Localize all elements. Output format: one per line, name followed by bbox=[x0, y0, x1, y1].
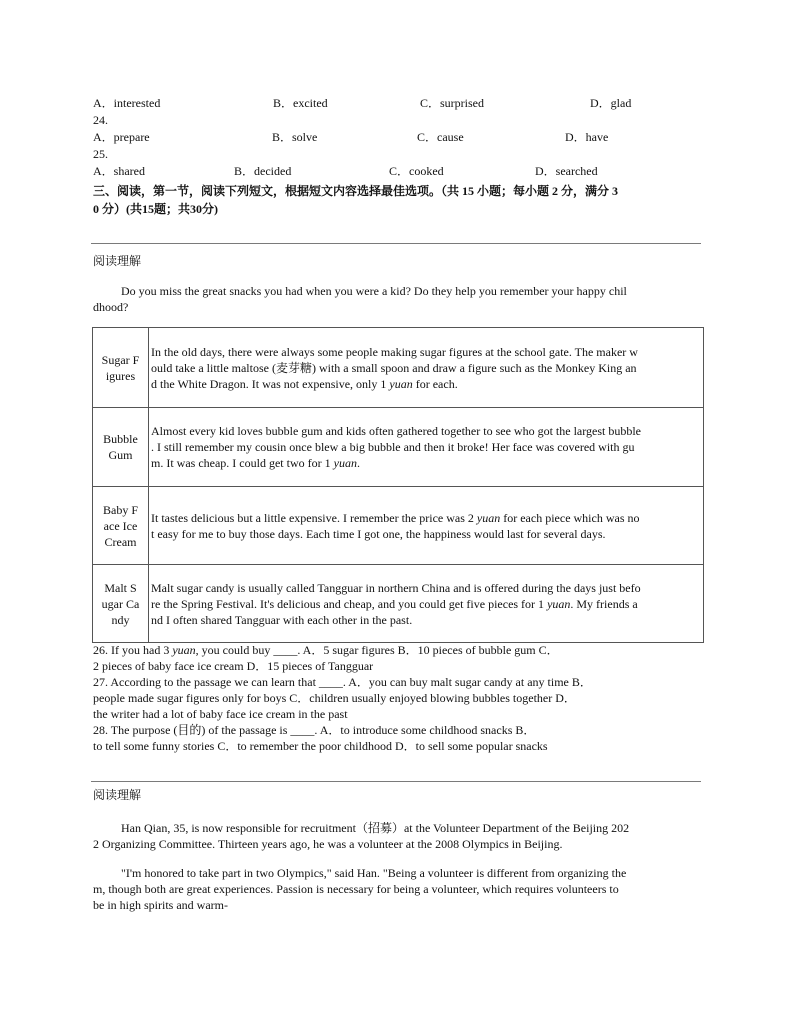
passage2-p2-line2: m, though both are great experiences. Passion is necessary for being a volunteer, which requires volunteers to bbox=[93, 882, 619, 896]
question-26-line2: 2 pieces of baby face ice cream D．15 pieces of Tangguar bbox=[93, 659, 374, 673]
snack-name-line: Malt S bbox=[104, 580, 137, 595]
question-28-line1: 28. The purpose (目的) of the passage is ____. A．to introduce some childhood snacks B． bbox=[93, 723, 536, 737]
passage1-intro-line1: Do you miss the great snacks you had when you were a kid? Do they help you remember your happy chil bbox=[121, 284, 627, 298]
passage2-label: 阅读理解 bbox=[93, 788, 142, 802]
snack-desc-line: d the White Dragon. It was not expensive, only 1 yuan for each. bbox=[151, 376, 458, 391]
question-28-line2: to tell some funny stories C．to remember the poor childhood D．to sell some popular snacks bbox=[93, 739, 548, 753]
snack-name-line: Bubble bbox=[103, 432, 138, 446]
question-27-line3: the writer had a lot of baby face ice cream in the past bbox=[93, 707, 348, 721]
snack-name-cell bbox=[93, 328, 149, 408]
q25-option-c: C．cooked bbox=[389, 164, 444, 178]
section-divider bbox=[91, 243, 701, 244]
passage2-p2-line3: be in high spirits and warm- bbox=[93, 898, 228, 912]
section-divider bbox=[91, 781, 701, 782]
q23-option-c: C．surprised bbox=[420, 96, 484, 110]
snack-desc-line: . I still remember my cousin once blew a big bubble and then it broke! Her face was covered with gu bbox=[151, 440, 635, 454]
table-row bbox=[93, 408, 704, 487]
snack-name-line: Gum bbox=[108, 448, 133, 462]
snack-name-line: ugar Ca bbox=[101, 596, 140, 611]
question-27-line2: people made sugar figures only for boys C．children usually enjoyed blowing bubbles together D． bbox=[93, 691, 576, 705]
snack-name-line: ace Ice bbox=[103, 518, 138, 533]
snack-name-cell bbox=[93, 487, 149, 565]
snack-name-line: igures bbox=[105, 368, 136, 383]
question-26-line1: 26. If you had 3 yuan, you could buy ____. A．5 sugar figures B．10 pieces of bubble gum C． bbox=[93, 643, 559, 657]
table-row bbox=[93, 487, 704, 565]
snack-desc-line: In the old days, there were always some people making sugar figures at the school gate. The maker w bbox=[151, 344, 638, 359]
q24-number: 24. bbox=[93, 113, 108, 127]
snack-desc-line: m. It was cheap. I could get two for 1 yuan. bbox=[151, 456, 360, 470]
passage2-p2-line1: "I'm honored to take part in two Olympics," said Han. "Being a volunteer is different from organizing the bbox=[121, 866, 627, 880]
snack-name-line: ndy bbox=[111, 612, 130, 627]
snack-name-line: Sugar F bbox=[101, 352, 140, 367]
snack-desc-line: nd I often shared Tangguar with each other in the past. bbox=[151, 612, 413, 627]
snack-desc-cell bbox=[149, 487, 704, 565]
section-title-line2: 0 分）(共15题；共30分) bbox=[93, 202, 218, 216]
passage2-p1-line1: Han Qian, 35, is now responsible for recruitment（招募）at the Volunteer Department of the Beijing 202 bbox=[121, 821, 630, 835]
snack-desc-line: Almost every kid loves bubble gum and kids often gathered together to see who got the largest bubble bbox=[151, 424, 642, 438]
snack-desc-line: It tastes delicious but a little expensive. I remember the price was 2 yuan for each piece which was no bbox=[151, 510, 640, 525]
q25-number: 25. bbox=[93, 147, 108, 161]
q23-option-a: A．interested bbox=[93, 96, 161, 110]
passage1-label: 阅读理解 bbox=[93, 254, 142, 268]
q24-option-a: A．prepare bbox=[93, 130, 150, 144]
snack-desc-cell bbox=[149, 328, 704, 408]
q25-option-d: D．searched bbox=[535, 164, 598, 178]
q24-option-c: C．cause bbox=[417, 130, 464, 144]
q23-option-b: B．excited bbox=[273, 96, 328, 110]
snack-desc-line: Malt sugar candy is usually called Tangguar in northern China and is offered during the days just befo bbox=[151, 580, 641, 595]
snack-name-cell bbox=[93, 408, 149, 487]
snack-desc-cell bbox=[149, 408, 704, 487]
question-27-line1: 27. According to the passage we can learn that ____. A．you can buy malt sugar candy at any time B． bbox=[93, 675, 592, 689]
snack-desc-line: t easy for me to buy those days. Each time I got one, the happiness would last for several days. bbox=[151, 526, 606, 541]
snack-name-cell bbox=[93, 565, 149, 643]
q25-option-b: B．decided bbox=[234, 164, 292, 178]
snacks-table bbox=[92, 327, 704, 643]
q24-option-b: B．solve bbox=[272, 130, 318, 144]
q25-option-a: A．shared bbox=[93, 164, 145, 178]
passage2-p1-line2: 2 Organizing Committee. Thirteen years ago, he was a volunteer at the 2008 Olympics in Beijing. bbox=[93, 837, 563, 851]
q23-option-d: D．glad bbox=[590, 96, 632, 110]
q24-option-d: D．have bbox=[565, 130, 609, 144]
snack-name-line: Baby F bbox=[102, 502, 138, 517]
table-row bbox=[93, 328, 704, 408]
passage1-intro-line2: dhood? bbox=[93, 300, 129, 314]
snack-desc-line: ould take a little maltose (麦芽糖) with a small spoon and draw a figure such as the Monkey King an bbox=[151, 360, 637, 375]
section-title-line1: 三、阅读，第一节，阅读下列短文，根据短文内容选择最佳选项。（共 15 小题；每小题 2 分，满分 3 bbox=[93, 184, 619, 198]
snack-desc-cell bbox=[149, 565, 704, 643]
table-row bbox=[93, 565, 704, 643]
snack-name-line: Cream bbox=[104, 534, 137, 549]
snack-desc-line: re the Spring Festival. It's delicious and cheap, and you could get five pieces for 1 yuan. My friends a bbox=[151, 596, 638, 611]
